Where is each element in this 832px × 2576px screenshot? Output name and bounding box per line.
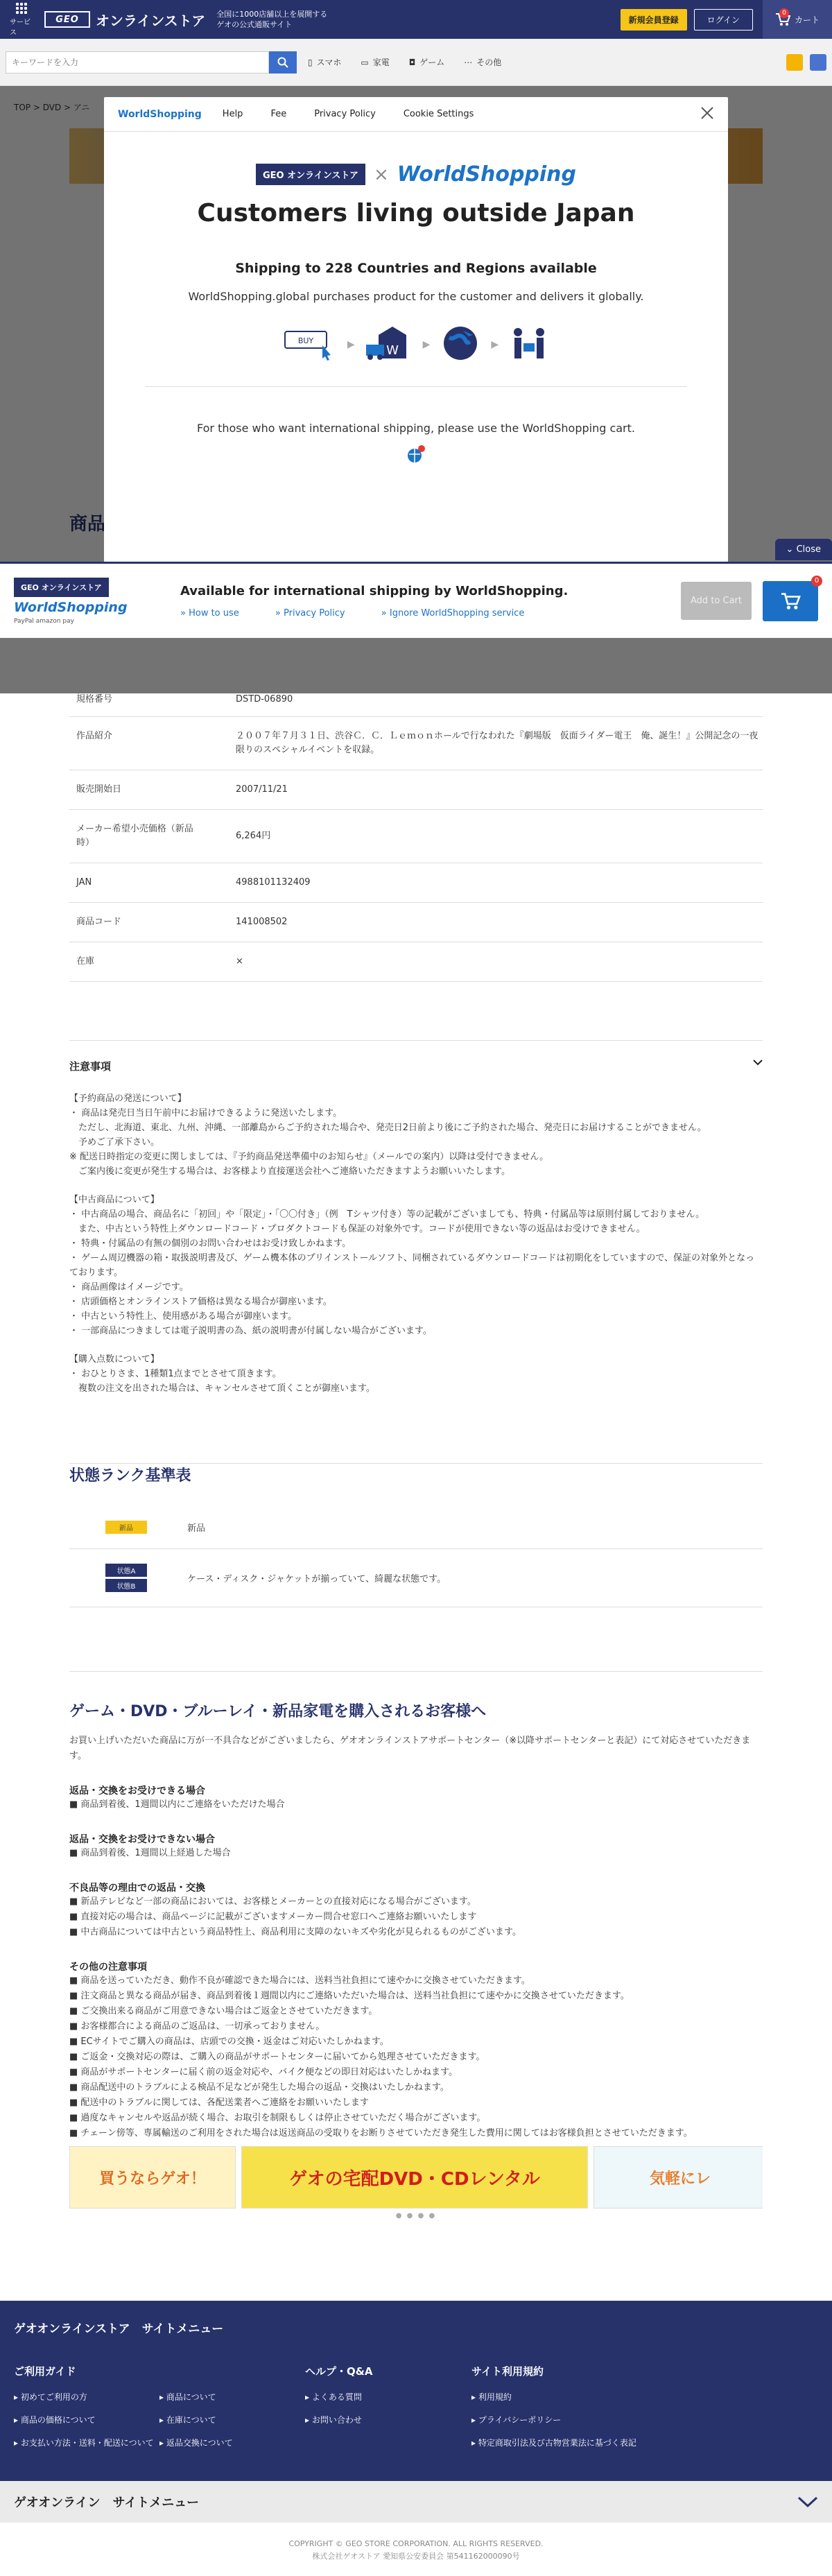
favorite-icon[interactable] bbox=[810, 54, 826, 71]
brand-name: オンラインストア bbox=[96, 12, 206, 29]
close-icon bbox=[700, 106, 714, 120]
guide-intro: お買い上げいただいた商品に万が一不具合などがございましたら、ゲオオンラインストアサポートセンター（※以降サポートセンターと表記）にて対応させていただきます。 bbox=[69, 1736, 751, 1761]
buy-icon bbox=[282, 326, 338, 363]
brand-row bbox=[104, 162, 728, 187]
modal-close-button[interactable] bbox=[700, 105, 714, 123]
company-info: 株式会社ゲオストア 愛知県公安委員会 第541162000090号 bbox=[312, 2552, 520, 2561]
banner-slide[interactable]: 気軽にレ bbox=[593, 2146, 763, 2208]
modal-divider bbox=[146, 386, 686, 387]
spec-value: ２００７年７月３１日、渋谷Ｃ．Ｃ．Ｌｅｍｏｎホールで行なわれた『劇場版 仮面ライダー電王 俺、誕生！』公開記念の一夜限りのスペシャルイベントを収録。 bbox=[236, 731, 759, 755]
search-input[interactable] bbox=[6, 51, 269, 74]
footer-col-guide bbox=[14, 2364, 305, 2460]
rank-row bbox=[69, 1506, 763, 1549]
note-line: 【中古商品について】 bbox=[69, 1195, 159, 1205]
guide-item: ■ お客様都合による商品のご返品は、一切承っておりません。 bbox=[69, 2021, 325, 2032]
category-label: 家電 bbox=[372, 58, 390, 67]
table-row bbox=[69, 903, 763, 942]
chevron-down-icon bbox=[753, 1059, 763, 1066]
note-preorder bbox=[69, 1091, 763, 1179]
gamepad-icon: ◘ bbox=[408, 57, 416, 67]
note-line: ・ ゲーム周辺機器の箱・取扱説明書及び、ゲーム機本体のプリインストールソフト、同梱されているダウンロードコードは初期化をしていますので、保証の対象外となっております。 bbox=[69, 1253, 755, 1278]
top-header bbox=[0, 0, 832, 39]
link-label: Ignore WorldShopping service bbox=[389, 607, 525, 619]
guide-item: ■ 商品到着後、1週間以上経過した場合 bbox=[69, 1848, 231, 1858]
worldshopping-logo: WorldShopping bbox=[397, 162, 577, 187]
link-label: Privacy Policy bbox=[284, 607, 345, 619]
category-other[interactable] bbox=[464, 56, 501, 68]
guide-heading: 不良品等の理由での返品・交換 bbox=[69, 1883, 205, 1894]
payment-logos: PayPal amazon pay bbox=[14, 617, 74, 625]
guide-item: ■ 注文商品と異なる商品が届き、商品到着後１週間以内にご連絡いただいた場合は、送料当社負担にて速やかに交換させていただきます。 bbox=[69, 1991, 630, 2001]
link-label: 返品交換について bbox=[166, 2438, 233, 2448]
guide-item: ■ 新品テレビなど一部の商品においては、お客様とメーカーとの直接対応になる場合がございます。 bbox=[69, 1896, 476, 1907]
link-label: よくある質問 bbox=[311, 2392, 362, 2402]
ws-cart-button[interactable] bbox=[763, 576, 820, 621]
footer-col-help bbox=[305, 2364, 471, 2460]
spec-table bbox=[69, 683, 763, 982]
chevron-down-icon bbox=[797, 2496, 818, 2508]
note-line: ・ おひとりさま、1種類1点までとさせて頂きます。 bbox=[69, 1369, 281, 1379]
rank-title: 状態ランク基準表 bbox=[69, 1463, 763, 1485]
note-line: 複数の注文を出された場合は、キャンセルさせて頂くことが御座います。 bbox=[69, 1383, 375, 1394]
note-line: また、中古という特性上ダウンロードコード・プロダクトコードも保証の対象外です。コードが使用できない等の返品はお受けできません。 bbox=[69, 1224, 645, 1234]
rank-description: 新品 bbox=[187, 1523, 206, 1534]
footer-title: ゲオオンラインストア サイトメニュー bbox=[14, 2322, 224, 2336]
worldshopping-logo: WorldShopping bbox=[14, 599, 128, 615]
table-row bbox=[69, 863, 763, 903]
worldshopping-modal bbox=[104, 97, 728, 596]
spec-key: JAN bbox=[76, 877, 92, 888]
note-line: ・ 商品画像はイメージです。 bbox=[69, 1282, 189, 1293]
globe-cart-icon bbox=[405, 443, 427, 465]
copyright bbox=[0, 2538, 832, 2563]
ws-bar-close-button[interactable]: ⌄ Close bbox=[775, 539, 832, 560]
note-used bbox=[69, 1193, 763, 1338]
guide-item: ■ 商品がサポートセンターに届く前の返金対応や、バイク便などの即日対応はいたしかねます。 bbox=[69, 2067, 458, 2077]
grid-icon bbox=[16, 3, 27, 14]
tagline-line-2: ゲオの公式通販サイト bbox=[216, 20, 293, 29]
site-logo[interactable] bbox=[44, 10, 205, 30]
footer-col-title: ヘルプ・Q&A bbox=[305, 2365, 373, 2378]
history-icon[interactable] bbox=[786, 54, 803, 71]
spec-value: 6,264円 bbox=[236, 831, 271, 841]
spec-value: × bbox=[236, 956, 243, 967]
search-button[interactable] bbox=[269, 51, 297, 74]
table-row bbox=[69, 942, 763, 982]
footer-sub-title: ゲオオンライン サイトメニュー bbox=[14, 2496, 200, 2510]
modal-nav-fee[interactable]: Fee bbox=[270, 109, 287, 119]
category-smartphone[interactable] bbox=[308, 56, 341, 68]
guide-title: ゲーム・DVD・ブルーレイ・新品家電を購入されるお客様へ bbox=[69, 1703, 487, 1720]
link-label: 商品の価格について bbox=[20, 2415, 96, 2425]
footer-col-title: ご利用ガイド bbox=[14, 2365, 76, 2378]
link-label: お問い合わせ bbox=[311, 2415, 362, 2425]
ws-link-privacy[interactable]: » Privacy Policy bbox=[275, 607, 345, 619]
footer-link[interactable]: ▸ よくある質問 bbox=[305, 2392, 362, 2402]
link-label: お支払い方法・送料・配送について bbox=[20, 2438, 154, 2448]
close-label: Close bbox=[796, 544, 821, 555]
footer-col-terms bbox=[471, 2364, 652, 2460]
arrow-icon: ▶ bbox=[422, 339, 431, 350]
geo-badge: GEO オンラインストア bbox=[14, 578, 109, 597]
rank-description: ケース・ディスク・ジャケットが揃っていて、綺麗な状態です。 bbox=[187, 1574, 447, 1584]
guide-item: ■ 商品到着後、1週間以内にご連絡をいただけた場合 bbox=[69, 1799, 285, 1810]
tagline-line-1: 全国に1000店舗以上を展開する bbox=[216, 10, 328, 19]
footer-sub-menu[interactable] bbox=[0, 2481, 832, 2523]
ws-link-how-to-use[interactable]: » How to use bbox=[180, 607, 239, 619]
note-line: ただし、北海道、東北、九州、沖縄、一部離島からご予約された場合や、発売日2日前より後にご予約された場合、発売日にお届けすることができません。 bbox=[69, 1123, 707, 1133]
modal-subtitle: Shipping to 228 Countries and Regions available bbox=[235, 261, 597, 276]
search-icon bbox=[277, 57, 288, 68]
spec-value: 4988101132409 bbox=[236, 877, 311, 888]
category-label: その他 bbox=[476, 58, 502, 67]
notes-title: 注意事項 bbox=[69, 1060, 112, 1073]
footer-link[interactable]: ▸ 利用規約 bbox=[471, 2392, 512, 2402]
rank-badge-new: 新品 bbox=[105, 1521, 147, 1534]
svg-text:W: W bbox=[385, 343, 399, 358]
add-to-cart-button[interactable]: Add to Cart bbox=[681, 582, 752, 620]
note-line: ・ 特典・付属品の有無の個別のお問い合わせはお受け致しかねます。 bbox=[69, 1238, 352, 1249]
footer-col-title: サイト利用規約 bbox=[471, 2365, 544, 2378]
category-label: スマホ bbox=[316, 58, 342, 67]
guide-item: ■ ECサイトでご購入の商品は、店頭での交換・返金はご対応いたしかねます。 bbox=[69, 2037, 389, 2047]
modal-nav-privacy[interactable]: Privacy Policy bbox=[314, 109, 376, 119]
ws-bar-headline: Available for international shipping by WorldShopping. bbox=[180, 583, 569, 598]
modal-nav-help[interactable]: Help bbox=[222, 109, 243, 119]
rank-badge-a: 状態A bbox=[105, 1564, 147, 1577]
globe-icon bbox=[440, 324, 481, 365]
arrow-icon: ▶ bbox=[491, 339, 499, 350]
note-line: 【予約商品の発送について】 bbox=[69, 1093, 187, 1104]
spec-key: 在庫 bbox=[76, 956, 95, 967]
note-line: ・ 商品は発売日当日午前中にお届けできるように発送いたします。 bbox=[69, 1108, 343, 1118]
ws-link-ignore[interactable]: » Ignore WorldShopping service bbox=[381, 607, 525, 619]
category-nav bbox=[308, 56, 521, 68]
notes-accordion-header[interactable] bbox=[69, 1040, 763, 1091]
modal-nav-cookie[interactable]: Cookie Settings bbox=[403, 109, 474, 119]
ws-bar-logo bbox=[14, 578, 139, 625]
note-line: ・ 中古という特性上、使用感がある場合が御座います。 bbox=[69, 1311, 297, 1322]
footer-link[interactable]: ▸ お支払い方法・送料・配送について bbox=[14, 2438, 154, 2448]
worldshopping-small-logo: WorldShopping bbox=[118, 108, 202, 120]
guide-heading: 返品・交換をお受けできる場合 bbox=[69, 1786, 205, 1797]
note-line: ・ 店頭価格とオンラインストア価格は異なる場合が御座います。 bbox=[69, 1297, 332, 1307]
geo-logo-mark: GEO bbox=[44, 11, 90, 28]
services-label: サービス bbox=[10, 18, 31, 37]
guide-item: ■ 直接対応の場合は、商品ページに記載がございますメーカー問合せ窓口へご連絡お願いいたします bbox=[69, 1912, 477, 1922]
ws-cart-count: 0 bbox=[811, 576, 822, 587]
link-label: 商品について bbox=[166, 2392, 216, 2402]
note-line: ・ 中古商品の場合、商品名に「初回」や「限定」・「〇〇付き」（例 Tシャツ付き）等の記載がございましても、特典・付属品等は原則付属しておりません。 bbox=[69, 1209, 705, 1220]
warehouse-icon bbox=[365, 324, 413, 365]
spec-key: 販売開始日 bbox=[76, 784, 122, 795]
copyright-text: COPYRIGHT © GEO STORE CORPORATION. ALL RIGHTS RESERVED. bbox=[288, 2539, 544, 2548]
spec-key: 規格番号 bbox=[76, 694, 113, 704]
tagline bbox=[216, 9, 327, 30]
note-quantity bbox=[69, 1352, 763, 1396]
carousel-dots[interactable]: ● ● ● ● bbox=[395, 2212, 437, 2220]
guide-item: ■ チェーン傍等、専属輸送のご利用をされた場合は返送商品の受取りをお断りさせていただき発生した費用に関してはお客様負担とさせていただきます。 bbox=[69, 2128, 693, 2138]
spec-value: 141008502 bbox=[236, 917, 288, 927]
shipping-flow bbox=[104, 324, 728, 365]
link-label: 特定商取引法及び古物営業法に基づく表記 bbox=[478, 2438, 636, 2448]
link-label: 在庫について bbox=[166, 2415, 216, 2425]
footer-link[interactable]: ▸ 返品交換について bbox=[159, 2438, 233, 2448]
people-icon bbox=[508, 324, 550, 365]
link-label: 初めてご利用の方 bbox=[20, 2392, 87, 2402]
guide-item: ■ 商品配送中のトラブルによる検品不足などが発生した場合の返品・交換はいたしかねます。 bbox=[69, 2082, 449, 2093]
table-row bbox=[69, 717, 763, 770]
spec-key: 商品コード bbox=[76, 917, 122, 927]
note-line: ご案内後に変更が発生する場合は、お客様より直接運送会社へご連絡いただきますようお願いいたします。 bbox=[69, 1166, 510, 1177]
rank-badge-b: 状態B bbox=[105, 1579, 147, 1592]
link-label: 利用規約 bbox=[478, 2392, 512, 2402]
guide-heading: 返品・交換をお受けできない場合 bbox=[69, 1834, 215, 1845]
notes-section bbox=[69, 1040, 763, 1410]
banner-carousel bbox=[69, 2146, 763, 2208]
modal-nav bbox=[104, 97, 728, 132]
footer-link[interactable]: ▸ 商品について bbox=[159, 2392, 216, 2402]
modal-description: WorldShopping.global purchases product for the customer and delivers it globally. bbox=[188, 290, 644, 303]
guide-item: ■ 過度なキャンセルや返品が続く場合、お取引を制限もしくは停止させていただく場合がございます。 bbox=[69, 2113, 486, 2123]
purchase-guide bbox=[69, 1671, 763, 2141]
guide-item: ■ 配送中のトラブルに関しては、各配送業者へご連絡をお願いいたします bbox=[69, 2098, 369, 2108]
worldshopping-bar bbox=[0, 544, 832, 638]
footer-link[interactable]: ▸ お問い合わせ bbox=[305, 2415, 362, 2425]
link-label: プライバシーポリシー bbox=[478, 2415, 562, 2425]
smartphone-icon: ▯ bbox=[308, 57, 313, 67]
monitor-icon: ▭ bbox=[361, 57, 369, 67]
condition-rank-section bbox=[69, 1463, 763, 1607]
guide-heading: その他の注意事項 bbox=[69, 1962, 147, 1973]
table-row bbox=[69, 810, 763, 863]
cart-icon bbox=[780, 592, 801, 610]
arrow-icon: ▶ bbox=[347, 339, 355, 350]
register-button[interactable]: 新規会員登録 bbox=[621, 9, 687, 31]
footer-site-menu bbox=[0, 2301, 832, 2481]
footer-link[interactable]: ▸ 特定商取引法及び古物営業法に基づく表記 bbox=[471, 2438, 636, 2448]
footer-link[interactable]: ▸ 在庫について bbox=[159, 2415, 216, 2425]
note-line: ・ 一部商品につきましては電子説明書の為、紙の説明書が付属しない場合がございます。 bbox=[69, 1326, 432, 1336]
note-line: 【購入点数について】 bbox=[69, 1354, 159, 1365]
cart-button[interactable] bbox=[763, 0, 832, 39]
times-icon: × bbox=[373, 164, 389, 185]
rank-row bbox=[69, 1549, 763, 1607]
dots-icon: ⋯ bbox=[464, 57, 473, 67]
category-appliance[interactable] bbox=[361, 56, 389, 68]
banner-slide[interactable]: 買うならゲオ！ bbox=[69, 2146, 236, 2208]
login-button[interactable]: ログイン bbox=[694, 9, 753, 31]
buy-label: BUY bbox=[297, 336, 313, 345]
cart-label: カート bbox=[794, 15, 820, 25]
cart-count-badge: 0 bbox=[779, 8, 789, 18]
modal-title: Customers living outside Japan bbox=[197, 199, 635, 227]
guide-item: ■ ご交換出来る商品がご用意できない場合はご返金とさせていただきます。 bbox=[69, 2006, 378, 2016]
footer-link[interactable]: ▸ 商品の価格について bbox=[14, 2415, 96, 2425]
geo-badge: GEO オンラインストア bbox=[256, 164, 365, 185]
guide-item: ■ ご返金・交換対応の際は、ご購入の商品がサポートセンターに届いてから処理させていただきます。 bbox=[69, 2052, 485, 2062]
intl-shipping-text: For those who want international shipping, please use the WorldShopping cart. bbox=[196, 422, 635, 435]
search-bar bbox=[0, 39, 832, 86]
note-line: ※ 配送日時指定の変更に関しましては、『予約商品発送準備中のお知らせ』（メールでの案内）以降は受付できません。 bbox=[69, 1152, 549, 1162]
ws-cart-button[interactable] bbox=[104, 443, 728, 468]
spec-value: DSTD-06890 bbox=[236, 694, 293, 704]
guide-item: ■ 商品を送っていただき、動作不良が確認できた場合には、送料当社負担にて速やかに交換させていただきます。 bbox=[69, 1976, 530, 1986]
services-menu-button[interactable] bbox=[10, 3, 33, 37]
footer-link[interactable]: ▸ 初めてご利用の方 bbox=[14, 2392, 87, 2402]
table-row bbox=[69, 770, 763, 810]
category-label: ゲーム bbox=[419, 58, 445, 67]
note-line: 予めご了承下さい。 bbox=[69, 1137, 160, 1148]
spec-key: 作品紹介 bbox=[76, 731, 113, 741]
link-label: How to use bbox=[189, 607, 239, 619]
banner-slide[interactable]: ゲオの宅配DVD・CDレンタル bbox=[241, 2146, 588, 2208]
spec-value: 2007/11/21 bbox=[236, 784, 288, 795]
spec-key: メーカー希望小売価格（新品時） bbox=[76, 824, 193, 848]
footer-link[interactable]: ▸ プライバシーポリシー bbox=[471, 2415, 562, 2425]
category-game[interactable] bbox=[409, 56, 445, 68]
guide-item: ■ 中古商品については中古という商品特性上、商品利用に支障のないキズや劣化が見られるものがございます。 bbox=[69, 1927, 521, 1937]
